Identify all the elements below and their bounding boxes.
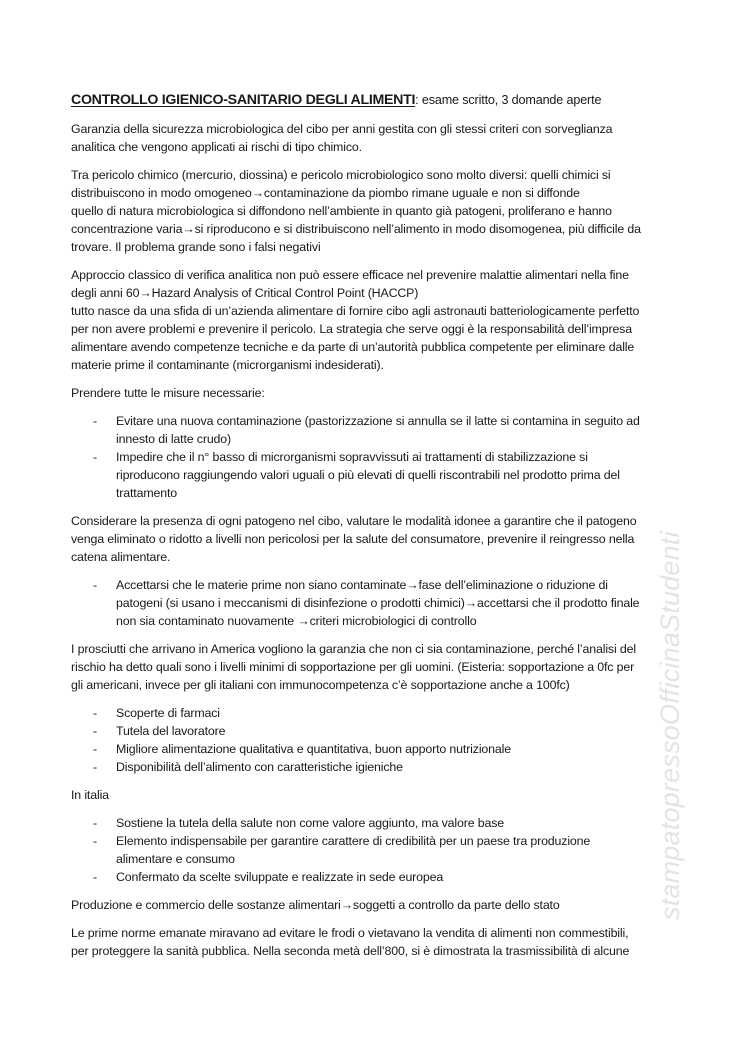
text-line: Migliore alimentazione qualitativa e quantitativa, buon apporto nutrizionale: [116, 742, 511, 756]
list-item: [71, 722, 681, 740]
dash-bullet: -: [93, 724, 97, 738]
text-line: Impedire che il n° basso di microrganismi sopravvissuti ai trattamenti di stabilizzazione si: [116, 450, 588, 464]
watermark-text: stampatopressoOfficinaStudenti: [655, 531, 685, 920]
dash-bullet: -: [93, 742, 97, 756]
list-item: [71, 448, 681, 502]
text-line: innesto di latte crudo): [116, 432, 232, 446]
title-line: [71, 90, 681, 110]
text-line: analitica che vengono applicati ai rischi di tipo chimico.: [71, 140, 362, 154]
dash-bullet: -: [93, 834, 97, 848]
list-item: [71, 576, 681, 630]
paragraph-patogeno: [71, 512, 681, 566]
dash-bullet: -: [93, 450, 97, 464]
text-line: Scoperte di farmaci: [116, 706, 220, 720]
list-item: [71, 758, 681, 776]
list-misure: [71, 412, 681, 502]
text-line: Tutela del lavoratore: [116, 724, 226, 738]
paragraph-intro: [71, 120, 681, 156]
list-controllo: [71, 576, 681, 630]
text-line: Evitare una nuova contaminazione (pastorizzazione si annulla se il latte si contamina in seguito ad: [116, 414, 640, 428]
paragraph-pericoli: [71, 166, 681, 256]
text-line: trovare. Il problema grande sono i falsi negativi: [71, 240, 321, 254]
list-item: [71, 740, 681, 758]
paragraph-misure-heading: Prendere tutte le misure necessarie:: [71, 386, 265, 400]
text-line: Elemento indispensabile per garantire carattere di credibilità per un paese tra produzione: [116, 834, 591, 848]
title-suffix: : esame scritto, 3 domande aperte: [415, 93, 602, 107]
list-item: [71, 814, 681, 832]
paragraph-haccp: [71, 266, 681, 374]
paragraph-produzione: Produzione e commercio delle sostanze alimentari→soggetti a controllo da parte dello stato: [71, 898, 560, 912]
text-line: per proteggere la sanità pubblica. Nella seconda metà dell’800, si è dimostrata la trasmissibilità di alcune: [71, 944, 630, 958]
list-item: [71, 704, 681, 722]
text-line: catena alimentare.: [71, 550, 171, 564]
list-item: [71, 832, 681, 868]
dash-bullet: -: [93, 706, 97, 720]
document-page: [71, 90, 681, 970]
text-line: alimentare e consumo: [116, 852, 235, 866]
text-line: materie prime il contaminante (microrganismi indesiderati).: [71, 358, 384, 372]
text-line: gli americani, invece per gli italiani con immunocompetenza c’è sopportazione anche a 100fc): [71, 678, 570, 692]
text-line: riproducono raggiungendo valori uguali o più elevati di quelli riscontrabili nel prodotto prima del: [116, 468, 620, 482]
text-line: Le prime norme emanate miravano ad evitare le frodi o vietavano la vendita di alimenti non commestibili,: [71, 926, 629, 940]
document-title: CONTROLLO IGIENICO-SANITARIO DEGLI ALIMENTI: [71, 92, 416, 108]
text-line: venga eliminato o ridotto a livelli non pericolosi per la salute del consumatore, prevenire il reingresso nella: [71, 532, 635, 546]
list-item: [71, 412, 681, 448]
text-line: degli anni 60→Hazard Analysis of Critical Control Point (HACCP): [71, 286, 419, 300]
dash-bullet: -: [93, 816, 97, 830]
text-line: Approccio classico di verifica analitica non può essere efficace nel prevenire malattie alimentari nella fine: [71, 268, 629, 282]
text-line: Garanzia della sicurezza microbiologica del cibo per anni gestita con gli stessi criteri con sorveglianza: [71, 122, 613, 136]
text-line: Confermato da scelte sviluppate e realizzate in sede europea: [116, 870, 444, 884]
text-line: patogeni (si usano i meccanismi di disinfezione o prodotti chimici)→accettarsi che il prodotto finale: [116, 596, 640, 610]
text-line: tutto nasce da una sfida di un’azienda alimentare di fornire cibo agli astronauti batteriologicamente perfetto: [71, 304, 640, 318]
text-line: quello di natura microbiologica si diffondono nell’ambiente in quanto già patogeni, proliferano e hanno: [71, 204, 612, 218]
text-line: Accettarsi che le materie prime non siano contaminate→fase dell’eliminazione o riduzione di: [116, 578, 608, 592]
paragraph-in-italia: In italia: [71, 788, 109, 802]
dash-bullet: -: [93, 870, 97, 884]
text-line: Considerare la presenza di ogni patogeno nel cibo, valutare le modalità idonee a garantire che il patogeno: [71, 514, 637, 528]
list-benefici: [71, 704, 681, 776]
text-line: rischio ha detto quali sono i livelli minimi di sopportazione per gli uomini. (Eisteria: sopportazione a 0fc per: [71, 660, 635, 674]
text-line: trattamento: [116, 486, 178, 500]
dash-bullet: -: [93, 760, 97, 774]
text-line: alimentare avendo competenze tecniche e da parte di un’autorità pubblica competente per eliminare dalle: [71, 340, 635, 354]
text-line: Disponibilità dell’alimento con caratteristiche igieniche: [116, 760, 403, 774]
text-line: concentrazione varia→si riproducono e si distribuiscono nell’alimento in modo disomogenea, più difficile da: [71, 222, 641, 236]
text-line: distribuiscono in modo omogeneo→contaminazione da piombo rimane uguale e non si diffonde: [71, 186, 580, 200]
text-line: I prosciutti che arrivano in America vogliono la garanzia che non ci sia contaminazione, perché l’analisi del: [71, 642, 636, 656]
dash-bullet: -: [93, 578, 97, 592]
text-line: Tra pericolo chimico (mercurio, diossina) e pericolo microbiologico sono molto diversi: quelli chimici si: [71, 168, 611, 182]
text-line: per non avere problemi e prevenire il pericolo. La strategia che serve oggi è la responsabilità dell’impresa: [71, 322, 632, 336]
list-item: [71, 868, 681, 886]
text-line: non sia contaminato nuovamente →criteri microbiologici di controllo: [116, 614, 477, 628]
text-line: Sostiene la tutela della salute non come valore aggiunto, ma valore base: [116, 816, 505, 830]
dash-bullet: -: [93, 414, 97, 428]
paragraph-prime-norme: [71, 924, 681, 960]
paragraph-prosciutti: [71, 640, 681, 694]
list-italia: [71, 814, 681, 886]
